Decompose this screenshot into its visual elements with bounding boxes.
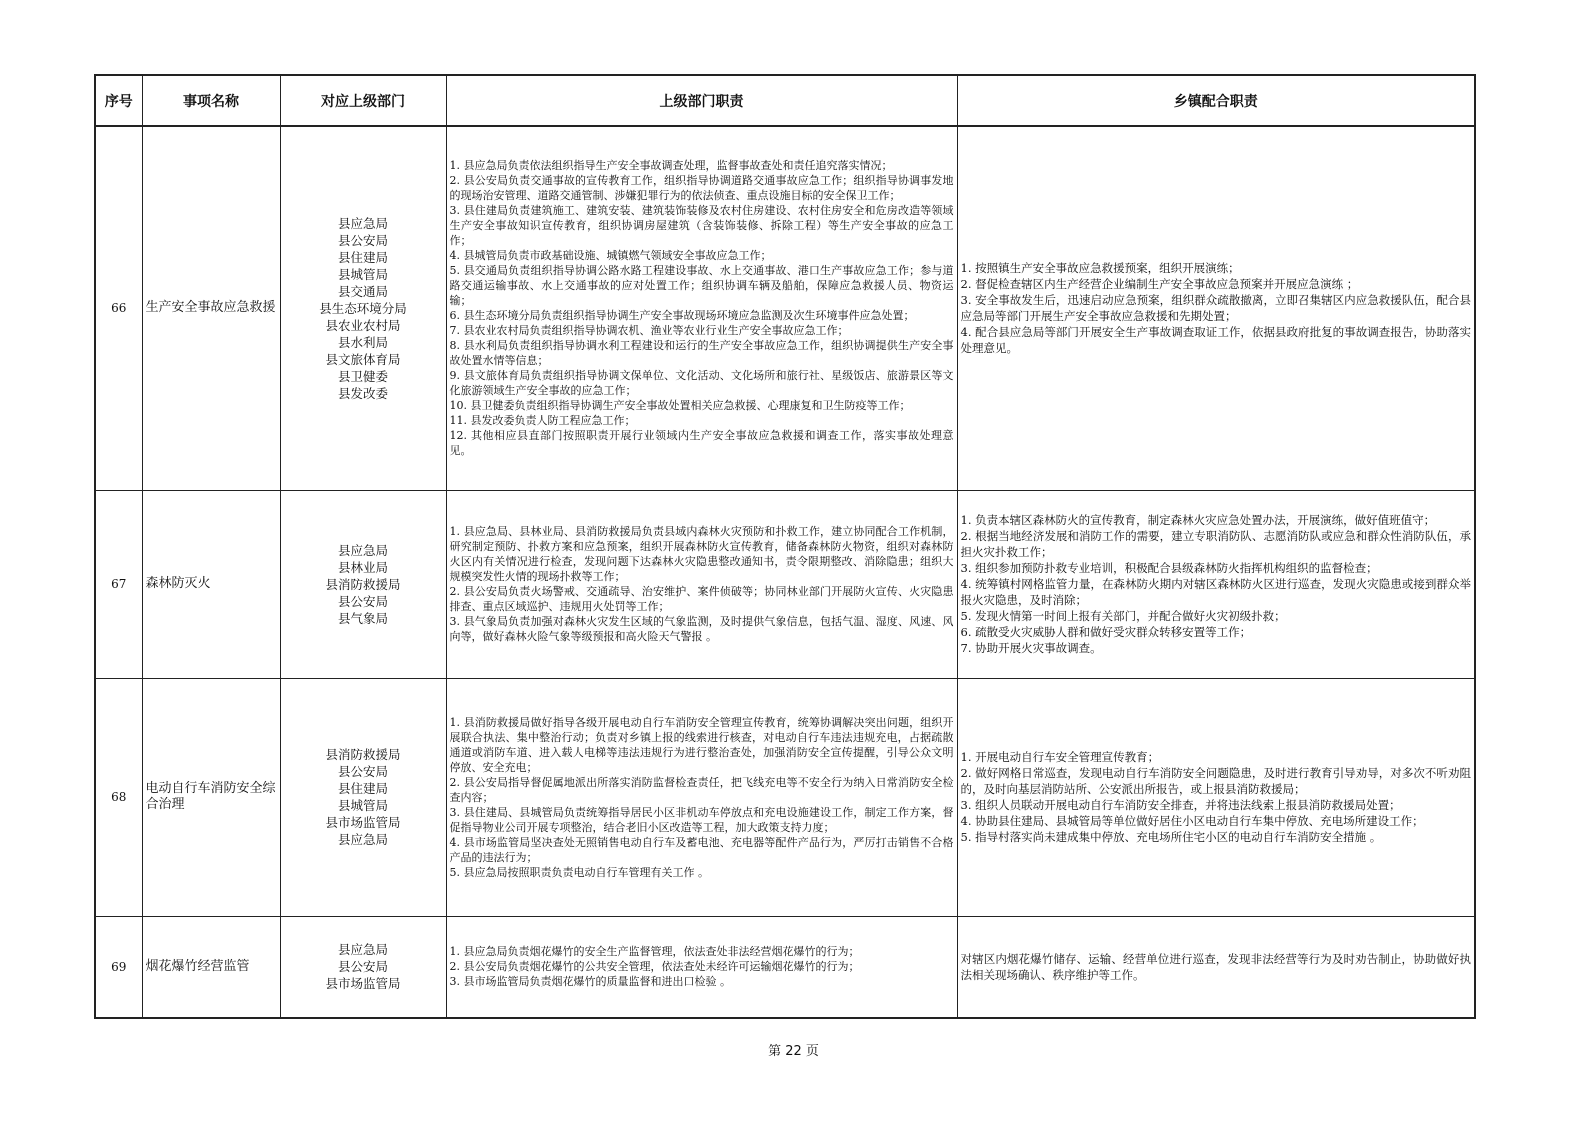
department-name: 县公安局 bbox=[337, 959, 388, 975]
department-name: 县市场监管局 bbox=[325, 976, 401, 992]
township-duties bbox=[957, 678, 1475, 916]
township-duty-item: 4. 协助县住建局、县城管局等单位做好居住小区电动自行车集中停放、充电场所建设工作； bbox=[960, 814, 1424, 828]
township-duty-item: 对辖区内烟花爆竹储存、运输、经营单位进行巡查，发现非法经营等行为及时劝告制止，协助做好执法相关现场确认、秩序维护等工作。 bbox=[960, 951, 1471, 982]
header-duty: 上级部门职责 bbox=[446, 75, 957, 126]
duty-item: 1. 县应急局、县林业局、县消防救援局负责县域内森林火灾预防和扑救工作，建立协同配合工作机制，研究制定预防、扑救方案和应急预案，组织开展森林防火宣传教育，储备森林防火物资，组织对森林防火区内有关情况进行检查，发现问题下达森林火灾隐患整改通知书，责令限期整改、消除隐患；组织大规模突发性火情的现场扑救等工作； bbox=[449, 525, 954, 583]
township-duty-item: 2. 督促检查辖区内生产经营企业编制生产安全事故应急预案并开展应急演练 ； bbox=[960, 277, 1359, 292]
duty-item: 1. 县应急局负责烟花爆竹的安全生产监督管理，依法查处非法经营烟花爆竹的行为； bbox=[449, 945, 860, 959]
duty-item: 11. 县发改委负责人防工程应急工作； bbox=[449, 414, 636, 428]
duty-item: 10. 县卫健委负责组织指导协调生产安全事故处置相关应急救援、心理康复和卫生防疫等工作； bbox=[449, 399, 911, 413]
department-name: 县应急局 bbox=[337, 832, 388, 847]
township-duty-item: 3. 组织参加预防扑救专业培训，积极配合县级森林防火指挥机构组织的监督检查； bbox=[960, 561, 1378, 575]
duty-item: 5. 县应急局按照职责负责电动自行车管理有关工作 。 bbox=[449, 865, 709, 879]
superior-departments bbox=[280, 916, 446, 1018]
item-name: 烟花爆竹经营监管 bbox=[142, 916, 280, 1018]
duty-item: 4. 县市场监管局坚决查处无照销售电动自行车及蓄电池、充电器等配件产品行为，严厉打击销售不合格产品的违法行为； bbox=[449, 835, 954, 864]
table-row bbox=[95, 678, 1475, 916]
row-number: 69 bbox=[95, 916, 142, 1018]
department-name: 县农业农村局 bbox=[325, 317, 401, 333]
township-duty-item: 1. 开展电动自行车安全管理宣传教育； bbox=[960, 750, 1160, 764]
township-duty-item: 4. 统筹镇村网格监管力量，在森林防火期内对辖区森林防火区进行巡查，发现火灾隐患或接到群众举报火灾隐患，及时消除； bbox=[960, 577, 1471, 607]
table-row bbox=[95, 126, 1475, 490]
department-name: 县市场监管局 bbox=[325, 815, 401, 830]
superior-departments bbox=[280, 126, 446, 490]
department-name: 县林业局 bbox=[337, 559, 388, 575]
department-name: 县交通局 bbox=[337, 283, 388, 299]
department-name: 县城管局 bbox=[337, 266, 388, 282]
duty-item: 2. 县公安局指导督促属地派出所落实消防监督检查责任，把飞线充电等不安全行为纳入日常消防安全检查内容； bbox=[449, 775, 954, 804]
department-name: 县水利局 bbox=[337, 334, 388, 350]
duty-item: 7. 县农业农村局负责组织指导协调农机、渔业等农业行业生产安全事故应急工作； bbox=[449, 324, 849, 338]
department-name: 县文旅体育局 bbox=[325, 351, 401, 367]
township-duty-item: 7. 协助开展火灾事故调查。 bbox=[960, 641, 1102, 655]
superior-duties bbox=[446, 916, 957, 1018]
duty-item: 3. 县住建局、县城管局负责统筹指导居民小区非机动车停放点和充电设施建设工作，制定工作方案，督促指导物业公司开展专项整治，结合老旧小区改造等工程，加大政策支持力度； bbox=[449, 805, 954, 834]
department-name: 县公安局 bbox=[337, 232, 388, 248]
item-name: 生产安全事故应急救援 bbox=[142, 126, 280, 490]
table-row bbox=[95, 490, 1475, 678]
township-duty-item: 1. 按照镇生产安全事故应急救援预案，组织开展演练； bbox=[960, 261, 1240, 276]
township-duty-item: 5. 发现火情第一时间上报有关部门，并配合做好火灾初级扑救； bbox=[960, 609, 1286, 623]
department-name: 县城管局 bbox=[337, 798, 388, 813]
superior-departments bbox=[280, 490, 446, 678]
duty-item: 3. 县住建局负责建筑施工、建筑安装、建筑装饰装修及农村住房建设、农村住房安全和危房改造等领域生产安全事故知识宣传教育，组织协调房屋建筑（含装饰装修、拆除工程）等生产安全事故的应急工作； bbox=[449, 204, 954, 248]
department-name: 县公安局 bbox=[337, 764, 388, 779]
duty-item: 9. 县文旅体育局负责组织指导协调文保单位、文化活动、文化场所和旅行社、星级饭店、旅游景区等文化旅游领域生产安全事故的应急工作； bbox=[449, 369, 954, 398]
department-name: 县应急局 bbox=[337, 542, 388, 558]
township-duty-item: 1. 负责本辖区森林防火的宣传教育，制定森林火灾应急处置办法，开展演练，做好值班值守； bbox=[960, 513, 1436, 527]
township-duty-item: 3. 组织人员联动开展电动自行车消防安全排查，并将违法线索上报县消防救援局处置； bbox=[960, 798, 1401, 812]
table-row bbox=[95, 916, 1475, 1018]
department-name: 县应急局 bbox=[337, 942, 388, 958]
duty-item: 12. 其他相应县直部门按照职责开展行业领域内生产安全事故应急救援和调查工作，落实事故处理意见。 bbox=[449, 429, 954, 458]
duty-item: 3. 县气象局负责加强对森林火灾发生区域的气象监测，及时提供气象信息，包括气温、湿度、风速、风向等，做好森林火险气象等级预报和高火险天气警报 。 bbox=[449, 615, 954, 643]
department-name: 县消防救援局 bbox=[325, 747, 401, 762]
table-body bbox=[95, 126, 1475, 1018]
duty-item: 4. 县城管局负责市政基础设施、城镇燃气领域安全事故应急工作； bbox=[449, 249, 772, 263]
department-name: 县卫健委 bbox=[337, 368, 388, 384]
department-name: 县公安局 bbox=[337, 593, 388, 609]
page-number: 第 22 页 bbox=[768, 1044, 819, 1059]
item-name: 森林防灭火 bbox=[142, 490, 280, 678]
header-name: 事项名称 bbox=[142, 75, 280, 126]
superior-duties bbox=[446, 678, 957, 916]
header-dept: 对应上级部门 bbox=[280, 75, 446, 126]
table-header-row bbox=[95, 75, 1475, 126]
township-duty-item: 6. 疏散受火灾威胁人群和做好受灾群众转移安置等工作； bbox=[960, 625, 1252, 639]
row-number: 68 bbox=[95, 678, 142, 916]
duty-item: 3. 县市场监管局负责烟花爆竹的质量监督和进出口检验 。 bbox=[449, 975, 731, 989]
township-duty-item: 4. 配合县应急局等部门开展安全生产事故调查取证工作，依据县政府批复的事故调查报告，协助落实处理意见。 bbox=[960, 325, 1471, 356]
header-no: 序号 bbox=[95, 75, 142, 126]
department-name: 县住建局 bbox=[337, 249, 388, 265]
superior-duties bbox=[446, 126, 957, 490]
department-name: 县应急局 bbox=[337, 215, 388, 231]
department-name: 县生态环境分局 bbox=[319, 300, 407, 316]
township-duty-item: 2. 做好网格日常巡查，发现电动自行车消防安全问题隐患，及时进行教育引导劝导，对多次不听劝阻的，及时向基层消防站所、公安派出所报告，或上报县消防救援局； bbox=[960, 766, 1471, 796]
department-name: 县气象局 bbox=[337, 610, 388, 626]
header-town: 乡镇配合职责 bbox=[957, 75, 1475, 126]
duty-item: 5. 县交通局负责组织指导协调公路水路工程建设事故、水上交通事故、港口生产事故应急工作；参与道路交通运输事故、水上交通事故的应对处置工作；组织协调车辆及船舶，保障应急救援人员、物资运输； bbox=[449, 264, 954, 308]
township-duties bbox=[957, 126, 1475, 490]
department-name: 县消防救援局 bbox=[325, 576, 401, 592]
department-name: 县住建局 bbox=[337, 781, 388, 796]
township-duty-item: 3. 安全事故发生后，迅速启动应急预案，组织群众疏散撤离，立即召集辖区内应急救援队伍，配合县应急局等部门开展生产安全事故应急救援和先期处置； bbox=[960, 293, 1471, 324]
superior-departments bbox=[280, 678, 446, 916]
duty-item: 2. 县公安局负责交通事故的宣传教育工作，组织指导协调道路交通事故应急工作；组织指导协调事发地的现场治安管理、道路交通管制、涉嫌犯罪行为的依法侦查、重点设施目标的安全保卫工作； bbox=[449, 174, 954, 203]
responsibility-table bbox=[94, 74, 1476, 1019]
township-duties bbox=[957, 490, 1475, 678]
row-number: 66 bbox=[95, 126, 142, 490]
duty-item: 2. 县公安局负责烟花爆竹的公共安全管理，依法查处未经许可运输烟花爆竹的行为； bbox=[449, 960, 860, 974]
township-duties bbox=[957, 916, 1475, 1018]
duty-item: 6. 县生态环境分局负责组织指导协调生产安全事故现场环境应急监测及次生环境事件应急处置； bbox=[449, 309, 915, 323]
superior-duties bbox=[446, 490, 957, 678]
department-name: 县发改委 bbox=[337, 385, 388, 401]
duty-item: 8. 县水利局负责组织指导协调水利工程建设和运行的生产安全事故应急工作，组织协调提供生产安全事故处置水情等信息； bbox=[449, 339, 954, 368]
item-name: 电动自行车消防安全综合治理 bbox=[142, 678, 280, 916]
township-duty-item: 2. 根据当地经济发展和消防工作的需要，建立专职消防队、志愿消防队或应急和群众性消防队伍，承担火灾扑救工作； bbox=[960, 529, 1471, 559]
row-number: 67 bbox=[95, 490, 142, 678]
duty-item: 1. 县消防救援局做好指导各级开展电动自行车消防安全管理宣传教育，统筹协调解决突出问题，组织开展联合执法、集中整治行动；负责对乡镇上报的线索进行核查，对电动自行车违法违规充电，占据疏散通道或消防车道、进入载人电梯等违法违规行为进行整治查处，加强消防安全宣传提醒，引导公众文明停放、安全充电； bbox=[449, 715, 954, 774]
duty-item: 2. 县公安局负责火场警戒、交通疏导、治安维护、案件侦破等；协同林业部门开展防火宣传、火灾隐患排查、重点区域巡护、违规用火处罚等工作； bbox=[449, 585, 954, 613]
duty-item: 1. 县应急局负责依法组织指导生产安全事故调查处理，监督事故查处和责任追究落实情况； bbox=[449, 159, 893, 173]
township-duty-item: 5. 指导村落实尚未建成集中停放、充电场所住宅小区的电动自行车消防安全措施 。 bbox=[960, 830, 1382, 844]
